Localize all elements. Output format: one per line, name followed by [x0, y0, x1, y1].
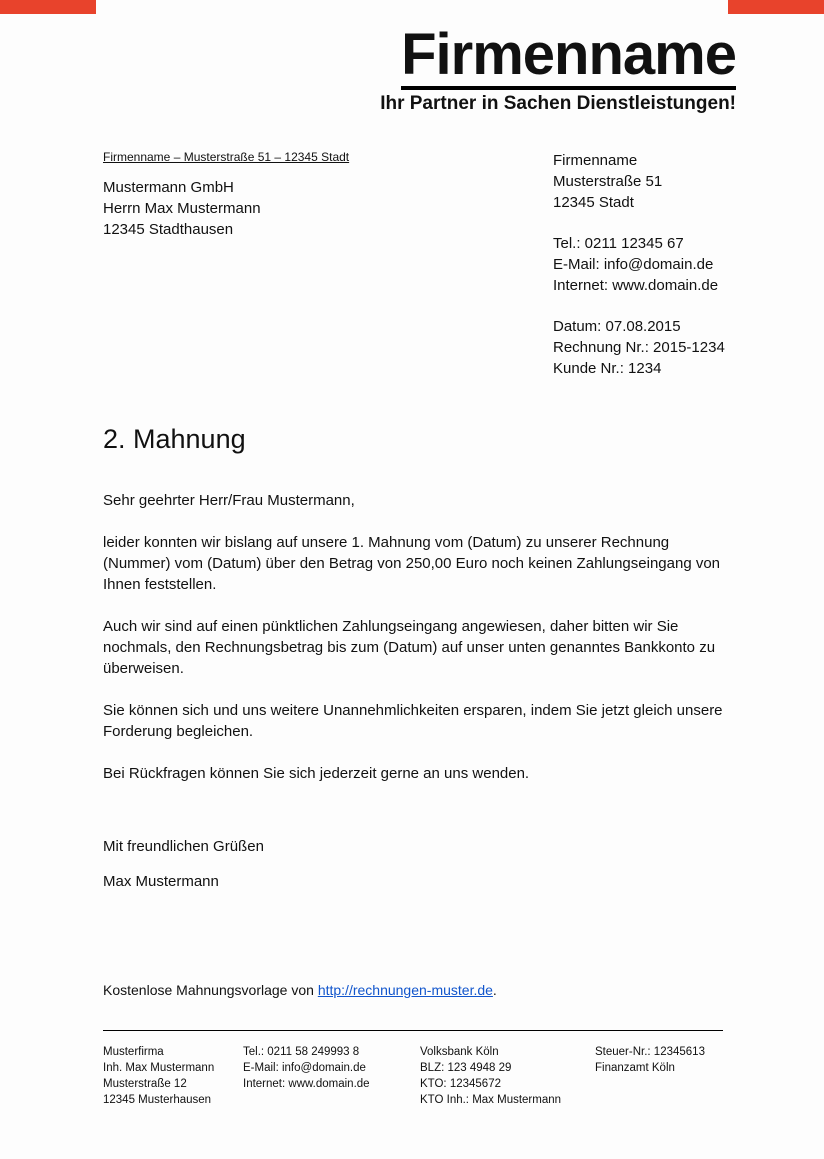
footer-line: Finanzamt Köln	[595, 1062, 675, 1074]
footer-line: 12345 Musterhausen	[103, 1094, 212, 1106]
sender-address-group	[553, 150, 725, 213]
footer-line: Musterfirma	[103, 1046, 164, 1058]
footer-line: Steuer-Nr.: 12345613	[595, 1046, 705, 1058]
footer-divider	[103, 1030, 723, 1031]
sender-website: Internet: www.domain.de	[553, 277, 719, 294]
sender-phone: Tel.: 0211 12345 67	[553, 235, 684, 252]
footer-line: Internet: www.domain.de	[243, 1078, 370, 1090]
footer-line: KTO Inh.: Max Mustermann	[420, 1094, 562, 1106]
sender-email: E-Mail: info@domain.de	[553, 256, 714, 273]
body-paragraph: Sie können sich und uns weitere Unannehmlichkeiten ersparen, indem Sie jetzt gleich unsere Forderung begleichen.	[103, 702, 723, 740]
letter-body	[103, 490, 723, 892]
sender-address-line: 12345 Stadt	[553, 194, 634, 211]
closing-phrase: Mit freundlichen Grüßen	[103, 838, 264, 855]
letter-date: Datum: 07.08.2015	[553, 318, 681, 335]
letter-meta-group	[553, 316, 725, 379]
sender-address-line: Firmenname	[553, 152, 638, 169]
footer-line: Tel.: 0211 58 249993 8	[243, 1046, 360, 1058]
footer-line: KTO: 12345672	[420, 1078, 501, 1090]
recipient-line: 12345 Stadthausen	[103, 221, 234, 238]
sender-address-line: Musterstraße 51	[553, 173, 663, 190]
footer-line: Musterstraße 12	[103, 1078, 187, 1090]
template-source-note	[103, 982, 497, 998]
body-paragraph: leider konnten wir bislang auf unsere 1. Mahnung vom (Datum) zu unserer Rechnung (Nummer) vom (Datum) über den Betrag von 250,00 Euro noch keinen Zahlungseingang von Ihnen feststellen.	[103, 534, 721, 593]
recipient-line: Herrn Max Mustermann	[103, 200, 261, 217]
letterhead	[380, 22, 736, 115]
footer-line: E-Mail: info@domain.de	[243, 1062, 366, 1074]
footer-company-column	[103, 1044, 243, 1108]
footer-bank-column	[420, 1044, 595, 1108]
recipient-address-block	[103, 177, 261, 240]
signature-name: Max Mustermann	[103, 873, 219, 890]
sender-info-block	[553, 150, 725, 399]
company-tagline: Ihr Partner in Sachen Dienstleistungen!	[380, 93, 736, 114]
footer-line: BLZ: 123 4948 29	[420, 1062, 512, 1074]
recipient-line: Mustermann GmbH	[103, 179, 234, 196]
body-paragraph: Auch wir sind auf einen pünktlichen Zahlungseingang angewiesen, daher bitten wir Sie nochmals, den Rechnungsbetrag bis zum (Datum) auf unser unten genanntes Bankkonto zu überweisen.	[103, 618, 716, 677]
footer-line: Inh. Max Mustermann	[103, 1062, 215, 1074]
sender-contact-group	[553, 233, 725, 296]
body-paragraph: Bei Rückfragen können Sie sich jederzeit gerne an uns wenden.	[103, 765, 530, 782]
footer	[103, 1044, 743, 1108]
salutation: Sehr geehrter Herr/Frau Mustermann,	[103, 492, 355, 509]
top-left-accent-bar	[0, 0, 96, 14]
footer-tax-column	[595, 1044, 743, 1108]
letter-subject: 2. Mahnung	[103, 424, 246, 454]
footer-contact-column	[243, 1044, 420, 1108]
invoice-number: Rechnung Nr.: 2015-1234	[553, 339, 725, 356]
company-logo-text: Firmenname	[401, 26, 736, 90]
sender-return-address: Firmenname – Musterstraße 51 – 12345 Stadt	[103, 150, 350, 164]
customer-number: Kunde Nr.: 1234	[553, 360, 662, 377]
footer-line: Volksbank Köln	[420, 1046, 499, 1058]
source-link[interactable]: http://rechnungen-muster.de	[317, 982, 493, 998]
source-note-prefix: Kostenlose Mahnungsvorlage von	[103, 982, 318, 998]
source-note-suffix: .	[492, 982, 497, 998]
top-right-accent-bar	[728, 0, 824, 14]
